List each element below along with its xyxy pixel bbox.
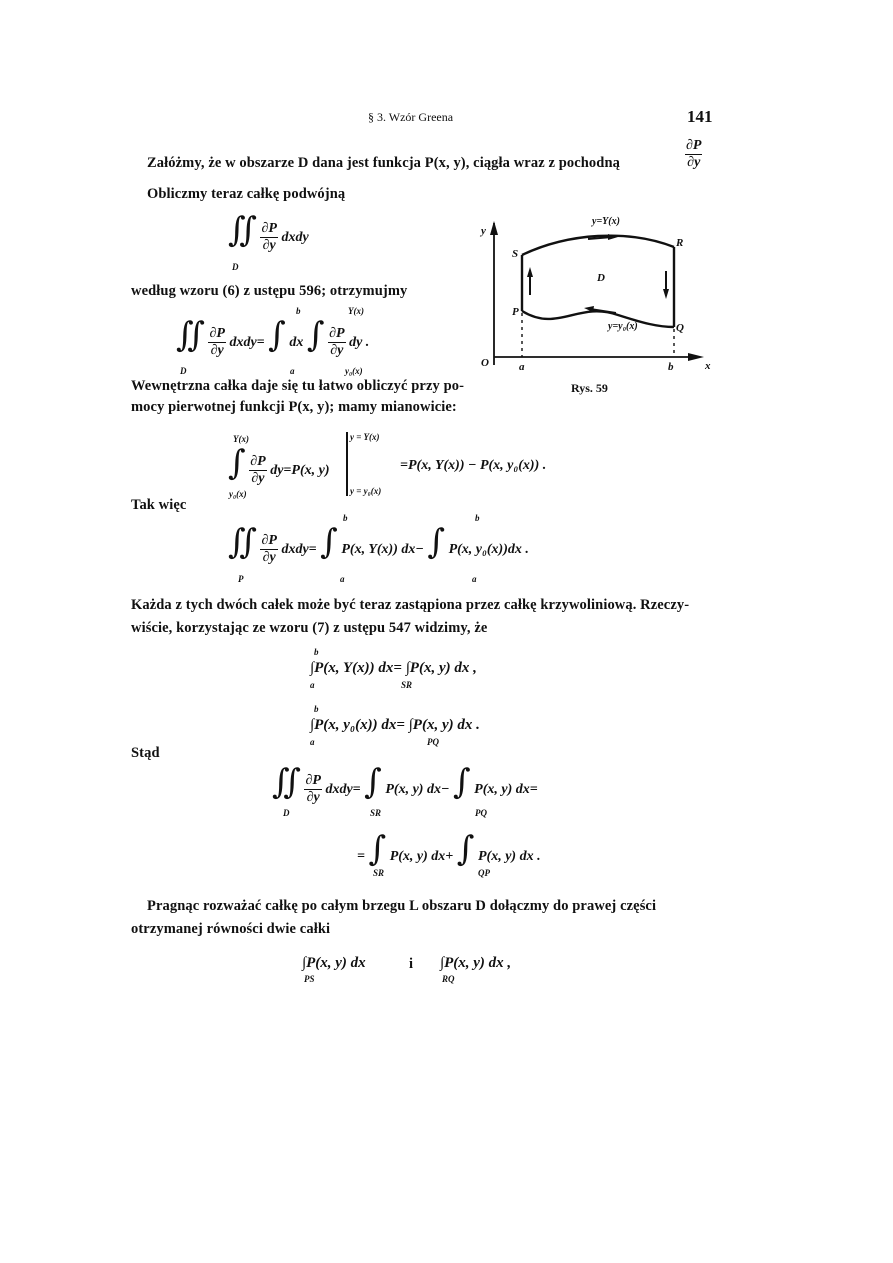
paragraph-intro: Załóżmy, że w obszarze D dana jest funkcja P(x, y), ciągła wraz z pochodną — [147, 155, 620, 171]
integral-sign: ∫ — [228, 443, 246, 483]
differential: dxdy — [281, 230, 309, 245]
equals-part: dxdy= — [325, 782, 361, 797]
bottom-curve-label: y=y₀(x) — [608, 321, 638, 332]
denominator: ∂y — [306, 790, 320, 806]
numerator: ∂P — [250, 454, 266, 470]
limit-b: b — [475, 513, 480, 523]
limit-a: a — [310, 737, 315, 747]
formula-bottom-curve: ∫P(x, y₀(x)) dx= ∫P(x, y) dx . — [310, 717, 480, 733]
equals-part: dxdy= — [229, 335, 265, 350]
point-P-label: P — [512, 306, 519, 318]
integral-sign: ∫ — [368, 829, 387, 869]
paragraph-double-integral: Obliczmy teraz całkę podwójną — [147, 186, 346, 202]
formula-inner-integral — [228, 443, 330, 487]
running-header: § 3. Wzór Greena — [368, 110, 454, 124]
formula-integral-PS: ∫P(x, y) dx — [302, 955, 366, 971]
integral-sign: ∫ — [456, 829, 475, 869]
region-D-label: D — [597, 272, 605, 284]
limit-b: b — [314, 704, 319, 714]
numerator: ∂P — [261, 533, 277, 549]
formula-iterated-integral — [176, 315, 370, 359]
paragraph-boundary-2: otrzymanej równości dwie całki — [131, 921, 331, 937]
formula-integral-RQ: ∫P(x, y) dx , — [440, 955, 512, 971]
second-term: P(x, y) dx= — [474, 782, 538, 797]
paragraph-inner-integral-1: Wewnętrzna całka daje się tu łatwo obliczyć przy po- — [131, 378, 465, 394]
limit-D: D — [180, 366, 187, 376]
paragraph-line-integral-1: Każda z tych dwóch całek może być teraz zastąpiona przez całkę krzywoliniową. Rzeczy- — [131, 597, 690, 613]
denominator: ∂y — [262, 238, 276, 254]
paragraph-inner-integral-2: mocy pierwotnej funkcji P(x, y); mamy mianowicie: — [131, 399, 457, 415]
paragraph-boundary-1: Pragnąc rozważać całkę po całym brzegu L obszaru D dołączmy do prawej części — [147, 898, 657, 914]
limit-b: b — [296, 306, 301, 316]
integral-sign: ∫ — [306, 315, 325, 355]
limit-SR: SR — [373, 868, 385, 878]
limit-a: a — [472, 574, 477, 584]
limit-Yx: Y(x) — [233, 434, 249, 444]
point-R-label: R — [676, 237, 684, 249]
denominator: ∂y — [330, 343, 344, 359]
formula-combined-line1 — [272, 762, 538, 806]
origin-label: O — [481, 357, 489, 369]
inner-integral-result: =P(x, Y(x)) − P(x, y₀(x)) . — [400, 458, 547, 473]
numerator: ∂P — [261, 221, 277, 237]
fraction-dp-dy-inline — [685, 138, 702, 171]
paragraph-formula-ref: według wzoru (6) z ustępu 596; otrzymujmy — [131, 283, 408, 299]
integral-sign: ∫ — [320, 522, 338, 562]
limit-y0x: y₀(x) — [229, 489, 247, 499]
paragraph-hence: Stąd — [131, 745, 160, 761]
limit-PS: PS — [304, 974, 315, 984]
formula-top-curve: ∫P(x, Y(x)) dx= ∫P(x, y) dx , — [310, 660, 477, 676]
limit-D: D — [232, 262, 239, 272]
point-S-label: S — [512, 248, 519, 260]
limit-y0x: y₀(x) — [345, 366, 363, 376]
limit-D: D — [283, 808, 290, 818]
denominator: ∂y — [210, 343, 224, 359]
double-integral-sign: ∬ — [176, 315, 205, 355]
dy: dy . — [349, 335, 370, 350]
figure-caption: Rys. 59 — [571, 381, 608, 395]
paragraph-line-integral-2: wiście, korzystając ze wzoru (7) z ustępu 547 widzimy, że — [131, 620, 488, 636]
top-curve-label: y=Y(x) — [592, 216, 620, 227]
y-axis-label: y — [481, 225, 486, 237]
double-integral-sign: ∬ — [228, 210, 257, 250]
limit-b: b — [343, 513, 348, 523]
limit-a: a — [310, 680, 315, 690]
conjunction-i: i — [409, 956, 414, 972]
point-Q-label: Q — [676, 322, 684, 334]
lower-substitution: y = y₀(x) — [350, 486, 382, 496]
integral-sign: ∫ — [364, 762, 382, 802]
limit-Yx: Y(x) — [348, 306, 364, 316]
integral-sign: ∫ — [452, 762, 471, 802]
limit-b: b — [314, 647, 319, 657]
equals-part: dxdy= — [281, 542, 317, 557]
formula-double-integral — [228, 210, 309, 254]
double-integral-sign: ∬ — [272, 762, 301, 802]
double-integral-sign: ∬ — [228, 522, 257, 562]
first-term: P(x, y) dx+ — [389, 849, 454, 864]
integral-sign: ∫ — [427, 522, 446, 562]
limit-QP: QP — [478, 868, 490, 878]
point-b-label: b — [668, 361, 674, 373]
numerator: ∂P — [686, 138, 702, 153]
denominator: ∂y — [251, 471, 265, 487]
dx: dx — [289, 335, 304, 350]
numerator: ∂P — [329, 326, 345, 342]
first-term: P(x, Y(x)) dx− — [341, 542, 424, 557]
numerator: ∂P — [305, 773, 321, 789]
paragraph-thus: Tak więc — [131, 497, 187, 513]
limit-PQ: PQ — [475, 808, 487, 818]
second-term: P(x, y₀(x))dx . — [448, 542, 529, 557]
limit-SR: SR — [401, 680, 413, 690]
limit-P: P — [238, 574, 244, 584]
second-term: P(x, y) dx . — [478, 849, 541, 864]
first-term: P(x, y) dx− — [385, 782, 450, 797]
limit-SR: SR — [370, 808, 382, 818]
page-number: 141 — [687, 107, 713, 126]
x-axis-label: x — [705, 360, 711, 372]
limit-PQ: PQ — [427, 737, 439, 747]
limit-RQ: RQ — [442, 974, 455, 984]
numerator: ∂P — [209, 326, 225, 342]
limit-a: a — [290, 366, 295, 376]
formula-combined-line2 — [357, 829, 541, 869]
evaluation-bar — [346, 432, 348, 496]
antiderivative: dy=P(x, y) — [270, 463, 330, 478]
denominator: ∂y — [687, 155, 701, 170]
upper-substitution: y = Y(x) — [350, 432, 380, 442]
limit-a: a — [340, 574, 345, 584]
point-a-label: a — [519, 361, 525, 373]
formula-result — [228, 522, 529, 566]
integral-sign: ∫ — [268, 315, 286, 355]
denominator: ∂y — [262, 550, 276, 566]
equals-part: = — [357, 849, 365, 864]
